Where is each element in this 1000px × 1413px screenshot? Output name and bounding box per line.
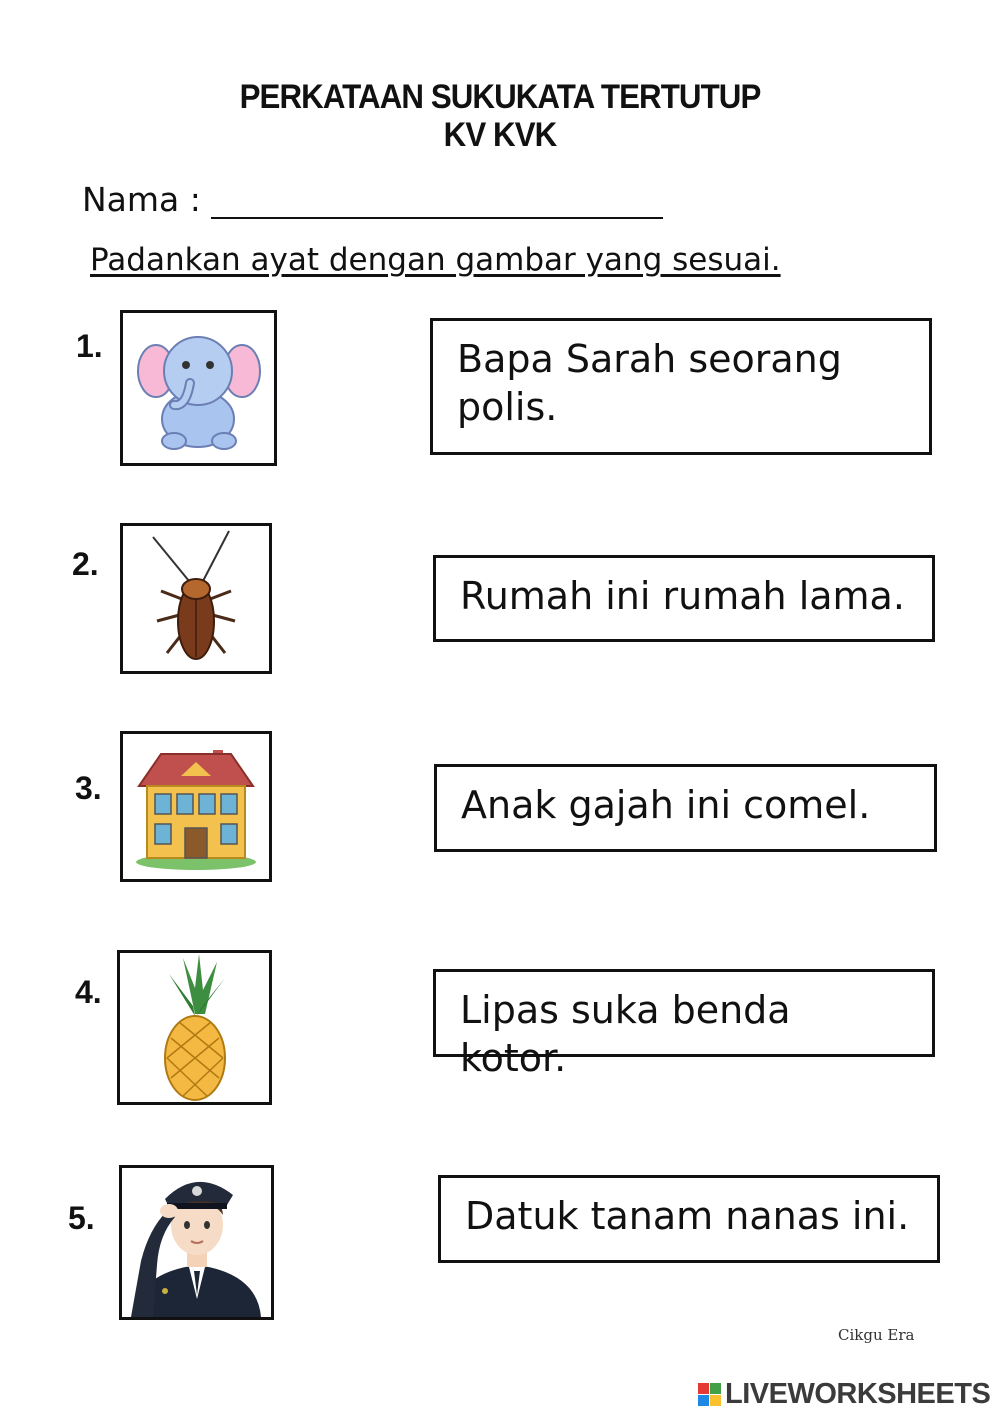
police-officer-icon <box>123 1169 271 1317</box>
pineapple-icon <box>155 954 235 1102</box>
sentence-box[interactable]: Bapa Sarah seorang polis. <box>430 318 932 455</box>
item-number: 2. <box>72 546 99 582</box>
name-row <box>82 180 663 219</box>
pineapple-picture[interactable] <box>117 950 272 1105</box>
elephant-icon <box>134 323 264 453</box>
sentence-box[interactable]: Datuk tanam nanas ini. <box>438 1175 940 1263</box>
house-icon <box>131 742 261 872</box>
worksheet-subtitle: KV KVK <box>443 116 557 154</box>
house-picture[interactable] <box>120 731 272 882</box>
item-number: 5. <box>68 1200 95 1236</box>
name-label: Nama : <box>82 180 201 219</box>
sentence-box[interactable]: Lipas suka benda kotor. <box>433 969 935 1057</box>
instruction-text: Padankan ayat dengan gambar yang sesuai. <box>90 242 781 278</box>
liveworksheets-logo[interactable] <box>698 1378 990 1411</box>
sentence-box[interactable]: Anak gajah ini comel. <box>434 764 937 852</box>
worksheet-title: PERKATAAN SUKUKATA TERTUTUP <box>239 78 761 116</box>
author-credit: Cikgu Era <box>838 1326 915 1344</box>
elephant-picture[interactable] <box>120 310 277 466</box>
item-number: 3. <box>75 770 102 806</box>
sentence-box[interactable]: Rumah ini rumah lama. <box>433 555 935 642</box>
brand-name: LIVEWORKSHEETS <box>725 1378 991 1410</box>
cockroach-picture[interactable] <box>120 523 272 674</box>
name-input-line[interactable] <box>211 183 663 219</box>
item-number: 4. <box>75 974 102 1010</box>
cockroach-icon <box>131 529 261 669</box>
item-number: 1. <box>76 328 103 364</box>
police-officer-picture[interactable] <box>119 1165 274 1320</box>
liveworksheets-logo-icon <box>698 1383 722 1407</box>
